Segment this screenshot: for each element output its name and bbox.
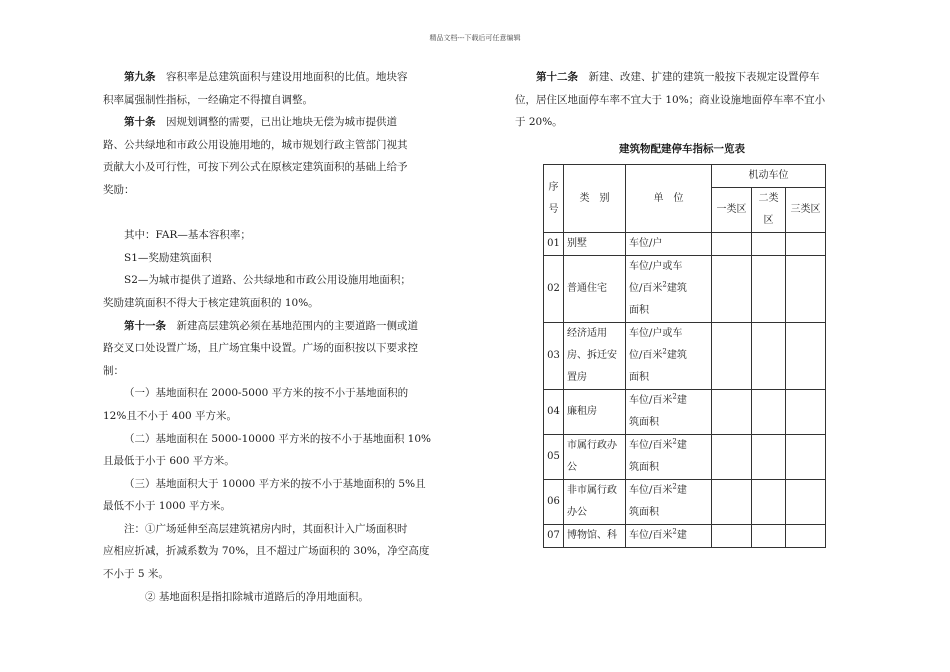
article-9	[103, 66, 457, 89]
page-header: 精品文档---下载后可任意编辑	[429, 34, 521, 42]
row-class-2	[752, 390, 786, 435]
row-type: 市属行政办 公	[564, 435, 626, 480]
article-9-label: 第九条	[124, 71, 156, 83]
article-10-line-3: 贡献大小及可行性，可按下列公式在原核定建筑面积的基础上给予	[103, 161, 408, 174]
note-1: 注：①广场延伸至高层建筑裙房内时，其面积计入广场面积时	[124, 522, 408, 535]
row-class-1	[712, 390, 752, 435]
row-class-1	[712, 435, 752, 480]
row-class-3	[786, 256, 826, 323]
row-number: 03	[544, 323, 564, 390]
row-number: 04	[544, 390, 564, 435]
article-10-line-2: 路、公共绿地和市政公用设施用地的，城市规划行政主管部门视其	[103, 138, 408, 151]
table-row	[544, 525, 826, 548]
row-number: 06	[544, 480, 564, 525]
article-11-line-2: 路交叉口处设置广场，且广场宜集中设置。广场的面积按以下要求控	[103, 342, 418, 355]
table-header-row	[544, 165, 826, 188]
row-type: 别墅	[564, 233, 626, 256]
row-class-2	[752, 256, 786, 323]
header-seq: 序 号	[544, 165, 564, 233]
left-column	[103, 66, 457, 608]
row-class-2	[752, 323, 786, 390]
row-class-1	[712, 256, 752, 323]
header-unit: 单 位	[626, 165, 712, 233]
row-type: 博物馆、科	[564, 525, 626, 548]
article-11-label: 第十一条	[124, 319, 166, 332]
article-12-text: 新建、改建、扩建的建筑一般按下表规定设置停车	[588, 71, 820, 83]
row-class-3	[786, 390, 826, 435]
row-unit: 车位/百米$^2$建 筑面积	[626, 480, 712, 525]
reward-limit: 奖励建筑面积不得大于核定建筑面积的 10%。	[103, 296, 319, 309]
article-11-line-3: 制：	[103, 364, 124, 377]
row-unit: 车位/百米$^2$建	[626, 525, 712, 548]
row-number: 07	[544, 525, 564, 548]
article-12-line-3: 于 20%。	[515, 116, 563, 129]
table-row	[544, 390, 826, 435]
header-class-1: 一类区	[712, 188, 752, 233]
table-row	[544, 480, 826, 525]
right-column	[515, 66, 849, 548]
row-unit: 车位/百米$^2$建 筑面积	[626, 390, 712, 435]
row-class-1	[712, 233, 752, 256]
row-number: 02	[544, 256, 564, 323]
table-body	[544, 233, 826, 548]
row-class-3	[786, 323, 826, 390]
article-10	[103, 111, 457, 134]
note-1-line-2: 应相应折减，折减系数为 70%，且不超过广场面积的 30%，净空高度	[103, 545, 430, 558]
table-title: 建筑物配建停车指标一览表	[619, 142, 745, 155]
row-class-3	[786, 435, 826, 480]
note-2: ② 基地面积是指扣除城市道路后的净用地面积。	[145, 590, 369, 603]
row-type: 非市属行政 办公	[564, 480, 626, 525]
item-3-line-2: 最低不小于 1000 平方米。	[103, 500, 231, 513]
table-row	[544, 435, 826, 480]
item-1: （一）基地面积在 2000-5000 平方米的按不小于基地面积的	[124, 387, 409, 400]
item-1-line-2: 12%且不小于 400 平方米。	[103, 409, 238, 422]
row-class-1	[712, 525, 752, 548]
row-class-2	[752, 233, 786, 256]
row-number: 01	[544, 233, 564, 256]
row-class-2	[752, 435, 786, 480]
row-class-3	[786, 525, 826, 548]
article-12	[515, 66, 849, 89]
article-9-text: 容积率是总建筑面积与建设用地面积的比值。地块容	[166, 71, 408, 83]
definition-s2: S2—为城市提供了道路、公共绿地和市政公用设施用地面积；	[124, 274, 411, 287]
article-12-label: 第十二条	[536, 71, 578, 83]
article-12-line-2: 位，居住区地面停车率不宜大于 10%；商业设施地面停车率不宜小	[515, 93, 826, 106]
header-class-2: 二类 区	[752, 188, 786, 233]
row-class-1	[712, 323, 752, 390]
row-unit: 车位/户或车 位/百米$^2$建筑 面积	[626, 323, 712, 390]
article-10-label: 第十条	[124, 116, 156, 129]
header-motor: 机动车位	[712, 165, 826, 188]
article-11-text: 新建高层建筑必须在基地范围内的主要道路一侧或道	[176, 319, 418, 332]
article-9-line-2: 积率属强制性指标，一经确定不得擅自调整。	[103, 93, 313, 106]
row-type: 廉租房	[564, 390, 626, 435]
row-class-2	[752, 480, 786, 525]
row-class-1	[712, 480, 752, 525]
article-11	[103, 315, 457, 338]
item-3: （三）基地面积大于 10000 平方米的按不小于基地面积的 5%且	[124, 477, 426, 490]
row-class-2	[752, 525, 786, 548]
row-number: 05	[544, 435, 564, 480]
note-1-line-3: 不小于 5 米。	[103, 568, 169, 581]
row-unit: 车位/户	[626, 233, 712, 256]
table-row	[544, 256, 826, 323]
row-unit: 车位/户或车 位/百米$^2$建筑 面积	[626, 256, 712, 323]
definition-s1: S1—奖励建筑面积	[124, 251, 212, 264]
table-row	[544, 233, 826, 256]
row-type: 普通住宅	[564, 256, 626, 323]
row-class-3	[786, 480, 826, 525]
article-10-text: 因规划调整的需要，已出让地块无偿为城市提供道	[166, 116, 397, 129]
table-row	[544, 323, 826, 390]
item-2: （二）基地面积在 5000-10000 平方米的按不小于基地面积 10%	[124, 432, 432, 445]
header-class-3: 三类区	[786, 188, 826, 233]
row-class-3	[786, 233, 826, 256]
item-2-line-2: 且最低于小于 600 平方米。	[103, 455, 235, 468]
article-10-line-4: 奖励：	[103, 183, 135, 196]
formula-gap	[103, 202, 457, 225]
row-type: 经济适用 房、拆迁安 置房	[564, 323, 626, 390]
definition-far: 其中：FAR—基本容积率；	[124, 229, 251, 242]
row-unit: 车位/百米$^2$建 筑面积	[626, 435, 712, 480]
header-type: 类 别	[564, 165, 626, 233]
parking-table	[543, 164, 826, 548]
